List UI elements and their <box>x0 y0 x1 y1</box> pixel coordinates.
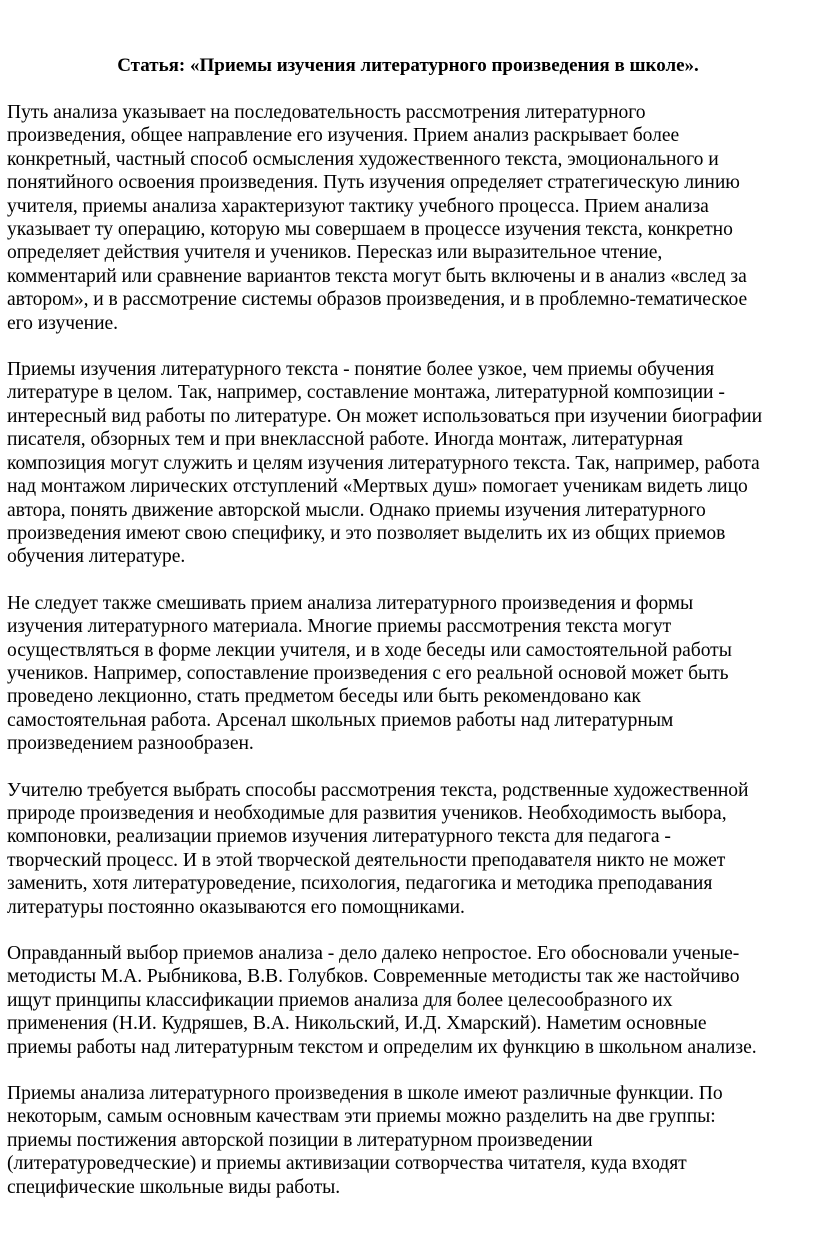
paragraph <box>0 358 816 569</box>
paragraph <box>0 101 816 335</box>
paragraph-line: изучения литературного материала. Многие приемы рассмотрения текста могут <box>7 616 672 638</box>
paragraph-line: конкретный, частный способ осмысления художественного текста, эмоционального и <box>7 148 719 170</box>
paragraph-line: литературе в целом. Так, например, составление монтажа, литературной композиции - <box>7 382 725 404</box>
paragraph <box>0 1082 816 1199</box>
paragraph <box>0 779 816 919</box>
paragraph-line: приемы работы над литературным текстом и определим их функцию в школьном анализе. <box>7 1036 757 1058</box>
paragraph-line: писателя, обзорных тем и при внеклассной работе. Иногда монтаж, литературная <box>7 429 683 451</box>
paragraph-line: композиция могут служить и целям изучения литературного текста. Так, например, работа <box>7 452 760 474</box>
paragraph-line: его изучение. <box>7 312 119 334</box>
paragraph-line: обучения литературе. <box>7 546 186 568</box>
paragraph-line: произведения имеют свою специфику, и это позволяет выделить их из общих приемов <box>7 522 726 544</box>
paragraph-line: самостоятельная работа. Арсенал школьных приемов работы над литературным <box>7 709 674 731</box>
paragraph-line: интересный вид работы по литературе. Он может использоваться при изучении биографии <box>7 405 763 427</box>
article-title: Статья: «Приемы изучения литературного произведения в школе». <box>117 55 699 76</box>
paragraph-line: Не следует также смешивать прием анализа литературного произведения и формы <box>7 592 694 614</box>
paragraph-line: Путь анализа указывает на последовательность рассмотрения литературного <box>7 102 646 123</box>
paragraph-line: автором», и в рассмотрение системы образов произведения, и в проблемно-тематическое <box>7 289 748 311</box>
paragraph-line: понятийного освоения произведения. Путь изучения определяет стратегическую линию <box>7 172 740 194</box>
paragraph-line: комментарий или сравнение вариантов текста могут быть включены и в анализ «вслед за <box>7 265 747 287</box>
paragraph-line: заменить, хотя литературоведение, психология, педагогика и методика преподавания <box>7 873 713 895</box>
paragraph-line: Оправданный выбор приемов анализа - дело далеко непростое. Его обосновали ученые- <box>7 943 740 964</box>
paragraph-line: компоновки, реализации приемов изучения литературного текста для педагога - <box>7 826 671 848</box>
paragraph <box>0 592 816 756</box>
paragraph-line: проведено лекционно, стать предметом беседы или быть рекомендовано как <box>7 686 641 708</box>
paragraph-line: методисты М.А. Рыбникова, В.В. Голубков. Современные методисты так же настойчиво <box>7 966 740 988</box>
article-body <box>0 101 816 1199</box>
paragraph-line: специфические школьные виды работы. <box>7 1176 341 1198</box>
paragraph-line: некоторым, самым основным качествам эти приемы можно разделить на две группы: <box>7 1106 716 1128</box>
paragraph-line: осуществляться в форме лекции учителя, и в ходе беседы или самостоятельной работы <box>7 639 732 661</box>
paragraph-line: произведением разнообразен. <box>7 733 254 755</box>
paragraph-line: приемы постижения авторской позиции в литературном произведении <box>7 1129 593 1151</box>
paragraph-line: учителя, приемы анализа характеризуют тактику учебного процесса. Прием анализа <box>7 195 709 217</box>
paragraph-line: учеников. Например, сопоставление произведения с его реальной основой может быть <box>7 662 729 684</box>
paragraph-line: (литературоведческие) и приемы активизации сотворчества читателя, куда входят <box>7 1153 687 1175</box>
paragraph-line: над монтажом лирических отступлений «Мертвых душ» помогает ученикам видеть лицо <box>7 476 748 498</box>
paragraph-line: применения (Н.И. Кудряшев, В.А. Никольский, И.Д. Хмарский). Наметим основные <box>7 1013 707 1035</box>
paragraph-line: ищут принципы классификации приемов анализа для более целесообразного их <box>7 989 673 1011</box>
paragraph-line: Приемы анализа литературного произведения в школе имеют различные функции. По <box>7 1083 723 1105</box>
paragraph-line: Учителю требуется выбрать способы рассмотрения текста, родственные художественной <box>7 779 749 801</box>
paragraph-line: автора, понять движение авторской мысли. Однако приемы изучения литературного <box>7 499 706 521</box>
paragraph-line: природе произведения и необходимые для развития учеников. Необходимость выбора, <box>7 802 727 824</box>
paragraph-line: Приемы изучения литературного текста - понятие более узкое, чем приемы обучения <box>7 359 715 381</box>
paragraph-line: определяет действия учителя и учеников. Пересказ или выразительное чтение, <box>7 242 663 264</box>
paragraph-line: литературы постоянно оказываются его помощниками. <box>7 896 465 918</box>
paragraph-line: творческий процесс. И в этой творческой деятельности преподавателя никто не может <box>7 849 726 871</box>
paragraph-line: произведения, общее направление его изучения. Прием анализ раскрывает более <box>7 125 680 147</box>
paragraph <box>0 942 816 1059</box>
paragraph-line: указывает ту операцию, которую мы совершаем в процессе изучения текста, конкретно <box>7 219 733 241</box>
